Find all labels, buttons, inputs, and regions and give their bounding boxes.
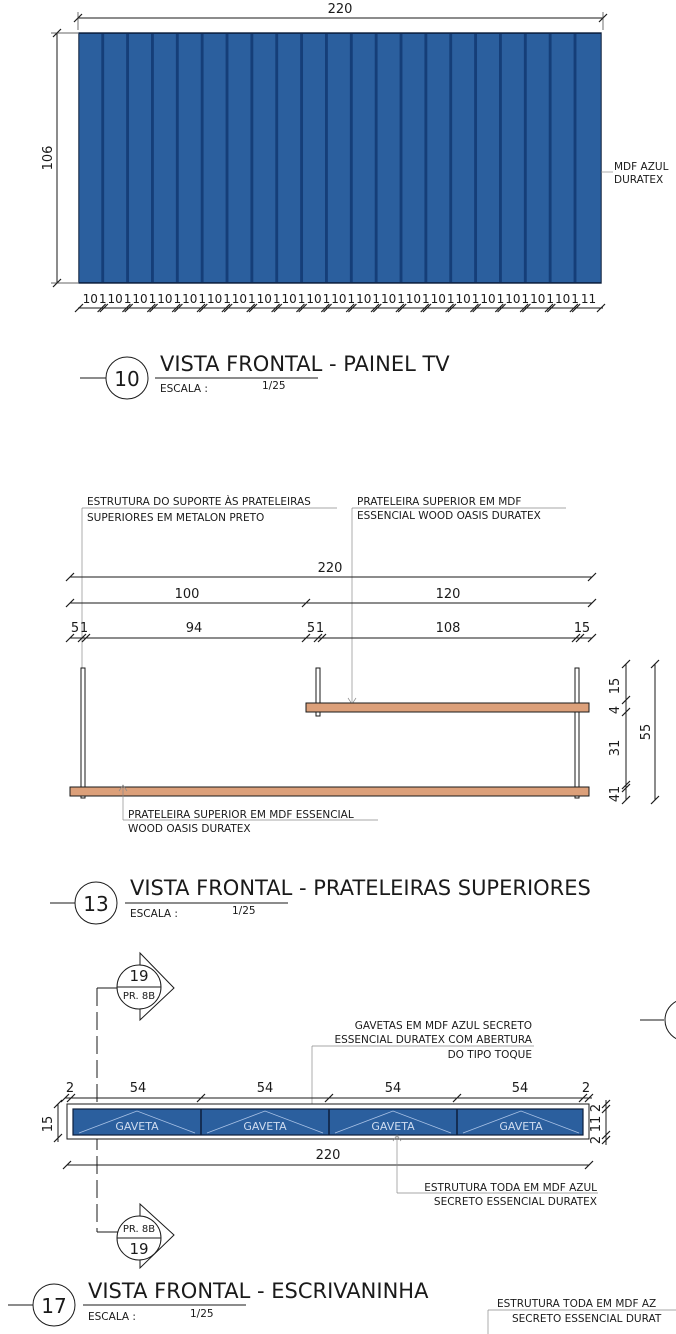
note-prateleira-bottom-line1: PRATELEIRA SUPERIOR EM MDF ESSENCIAL xyxy=(128,809,354,821)
scale-value: 1/25 xyxy=(232,905,256,917)
dim-vertical-label: 15 xyxy=(608,677,623,695)
note-estrutura-line1: ESTRUTURA TODA EM MDF AZUL xyxy=(424,1182,597,1194)
dim-detail-label: 5 xyxy=(306,621,316,636)
scale-value: 1/25 xyxy=(262,380,286,392)
panel-slat xyxy=(204,34,226,282)
dim-total-label: 220 xyxy=(315,1148,341,1163)
slat-dim-label: 10 xyxy=(554,292,571,306)
section-sheet: PR. 8B xyxy=(122,1224,156,1235)
dim-right-label: 11 xyxy=(589,1115,604,1133)
panel-slat xyxy=(154,34,176,282)
cutoff-note xyxy=(488,1298,676,1334)
slat-dim-labels xyxy=(83,292,597,306)
panel-slat xyxy=(104,34,126,282)
slat-dim-label: 1 xyxy=(322,292,331,306)
dim-detail-label: 1 xyxy=(315,621,325,636)
slat-dim-label: 10 xyxy=(206,292,223,306)
slat-dim-label: 10 xyxy=(157,292,173,306)
dim-detail-label: 5 xyxy=(70,621,80,636)
dim-height-label: 15 xyxy=(41,1115,56,1133)
slat-dim-label: 10 xyxy=(306,292,322,306)
drawer-label: GAVETA xyxy=(115,1120,159,1133)
metal-post-right xyxy=(575,668,579,798)
section-sheet: PR. 8B xyxy=(122,991,156,1002)
panel-slat xyxy=(79,34,101,282)
drawer-label: GAVETA xyxy=(243,1120,287,1133)
panel-slat xyxy=(402,34,424,282)
view-title: VISTA FRONTAL - ESCRIVANINHA xyxy=(88,1279,429,1303)
slat-dim-label: 1 xyxy=(347,292,356,306)
section-number: 19 xyxy=(129,967,149,985)
slat-dim-label: 10 xyxy=(480,292,496,306)
view-title: VISTA FRONTAL - PAINEL TV xyxy=(160,352,450,376)
panel-slat xyxy=(527,34,549,282)
slat-dim-label: 10 xyxy=(231,292,248,306)
dim-height-label: 55 xyxy=(639,723,654,741)
view-17-escrivaninha xyxy=(8,953,610,1326)
slat-dim-label: 1 xyxy=(123,292,132,306)
dim-right-label: 2 xyxy=(589,1103,604,1113)
slat-dim-label: 1 xyxy=(422,292,430,306)
dim-top-label: 2 xyxy=(581,1081,591,1096)
slat-dim-label: 1 xyxy=(546,292,554,306)
slat-dim-label: 1 xyxy=(198,292,206,306)
slat-dim-label: 10 xyxy=(356,292,372,306)
shelf-lower xyxy=(70,787,589,796)
dim-height-label: 106 xyxy=(41,145,56,171)
panel-slat xyxy=(427,34,449,282)
slat-dim-label: 1 xyxy=(248,292,256,306)
slat-dim-label: 1 xyxy=(372,292,380,306)
panel-slat xyxy=(452,34,474,282)
scale-label: ESCALA : xyxy=(130,908,178,920)
scale-value: 1/25 xyxy=(190,1308,214,1320)
slat-dim-label: 10 xyxy=(107,292,123,306)
note-mdf-azul-line1: MDF AZUL xyxy=(614,161,669,173)
slat-dim-label: 1 xyxy=(397,292,405,306)
dim-top-label: 2 xyxy=(65,1081,75,1096)
panel-slat xyxy=(576,34,600,282)
panel-slat xyxy=(378,34,400,282)
dim-detail-label: 1 xyxy=(573,621,583,636)
slat-dim-label: 11 xyxy=(580,292,597,306)
panel-slat xyxy=(278,34,300,282)
slat-dim-label: 10 xyxy=(256,292,272,306)
slat-dim-label: 10 xyxy=(132,292,148,306)
dim-vertical-label: 31 xyxy=(608,739,623,757)
slat-dim-label: 1 xyxy=(297,292,306,306)
view-number-bubble xyxy=(665,999,676,1041)
note-suporte-line2: SUPERIORES EM METALON PRETO xyxy=(87,512,265,524)
dim-top-label: 54 xyxy=(129,1081,147,1096)
slat-dim-label: 1 xyxy=(496,292,505,306)
dim-vertical-label: 1 xyxy=(608,785,623,795)
dim-top-label: 54 xyxy=(511,1081,529,1096)
section-marker-top xyxy=(117,953,174,1020)
note-prateleira-top-line1: PRATELEIRA SUPERIOR EM MDF xyxy=(357,496,522,508)
panel-slat xyxy=(129,34,151,282)
view-10-painel-tv xyxy=(41,2,669,399)
note-mdf-azul-line2: DURATEX xyxy=(614,174,664,186)
dim-top-label: 54 xyxy=(384,1081,402,1096)
dim-right-label: 2 xyxy=(589,1135,604,1145)
slat-dim-label: 1 xyxy=(571,292,579,306)
dim-vertical-label: 4 xyxy=(608,793,623,803)
slat-dim-label: 1 xyxy=(173,292,182,306)
view-13-prateleiras xyxy=(50,495,659,924)
slat-dim-label: 1 xyxy=(272,292,281,306)
dim-detail-label: 94 xyxy=(185,621,203,636)
slat-dim-label: 10 xyxy=(405,292,422,306)
slat-dim-label: 10 xyxy=(455,292,471,306)
slat-dim-label: 10 xyxy=(430,292,446,306)
slat-dim-label: 10 xyxy=(331,292,347,306)
slat-dim-label: 1 xyxy=(98,292,107,306)
scale-label: ESCALA : xyxy=(160,383,208,395)
note-estrutura-line2: SECRETO ESSENCIAL DURATEX xyxy=(433,1196,597,1208)
slat-dim-label: 1 xyxy=(521,292,530,306)
slat-dim-label: 10 xyxy=(505,292,521,306)
slat-dim-label: 10 xyxy=(82,292,98,306)
panel-slat xyxy=(228,34,250,282)
panel-slat xyxy=(477,34,499,282)
panel-slat xyxy=(179,34,201,282)
panel-slat xyxy=(303,34,325,282)
note-cutoff-line2: SECRETO ESSENCIAL DURAT xyxy=(512,1313,662,1325)
shelf-upper xyxy=(306,703,589,712)
view-title: VISTA FRONTAL - PRATELEIRAS SUPERIORES xyxy=(130,876,591,900)
section-number: 19 xyxy=(129,1240,149,1258)
dim-left-label: 100 xyxy=(174,587,200,602)
metal-post-left xyxy=(81,668,85,798)
note-gavetas-line3: DO TIPO TOQUE xyxy=(447,1049,532,1061)
drawer-label: GAVETA xyxy=(499,1120,543,1133)
panel-slat xyxy=(328,34,350,282)
dim-right-label: 120 xyxy=(435,587,461,602)
panel-slat xyxy=(552,34,574,282)
view-number: 17 xyxy=(41,1294,67,1318)
dim-detail-label: 5 xyxy=(581,621,591,636)
dim-detail-label: 108 xyxy=(435,621,461,636)
note-suporte-line1: ESTRUTURA DO SUPORTE ÀS PRATELEIRAS xyxy=(87,496,311,508)
dim-detail-label: 1 xyxy=(79,621,89,636)
slat-dim-label: 10 xyxy=(281,292,297,306)
slat-dim-label: 1 xyxy=(148,292,157,306)
dim-top-label: 54 xyxy=(256,1081,274,1096)
panel-slat xyxy=(502,34,524,282)
dim-total-label: 220 xyxy=(317,561,343,576)
slat-dim-label: 1 xyxy=(223,292,231,306)
note-gavetas-line2: ESSENCIAL DURATEX COM ABERTURA xyxy=(334,1034,532,1046)
slat-dim-label: 10 xyxy=(182,292,198,306)
drawer-label: GAVETA xyxy=(371,1120,415,1133)
note-cutoff-line1: ESTRUTURA TODA EM MDF AZ xyxy=(497,1298,657,1310)
slat-dim-label: 1 xyxy=(471,292,480,306)
panel-slats xyxy=(79,34,600,282)
note-prateleira-bottom-line2: WOOD OASIS DURATEX xyxy=(128,823,251,835)
slat-dim-label: 10 xyxy=(380,292,397,306)
view-number: 10 xyxy=(114,367,140,391)
slat-dim-label: 10 xyxy=(530,292,546,306)
view-number: 13 xyxy=(83,892,109,916)
note-gavetas-line1: GAVETAS EM MDF AZUL SECRETO xyxy=(354,1020,532,1032)
slat-dim-label: 1 xyxy=(446,292,455,306)
cutoff-view-bubble xyxy=(640,999,676,1041)
section-marker-bottom xyxy=(117,1204,174,1268)
note-prateleira-top-line2: ESSENCIAL WOOD OASIS DURATEX xyxy=(357,510,541,522)
dim-vertical-label: 4 xyxy=(608,705,623,715)
dim-width-label: 220 xyxy=(327,2,353,17)
panel-slat xyxy=(353,34,375,282)
panel-slat xyxy=(253,34,275,282)
scale-label: ESCALA : xyxy=(88,1311,136,1323)
